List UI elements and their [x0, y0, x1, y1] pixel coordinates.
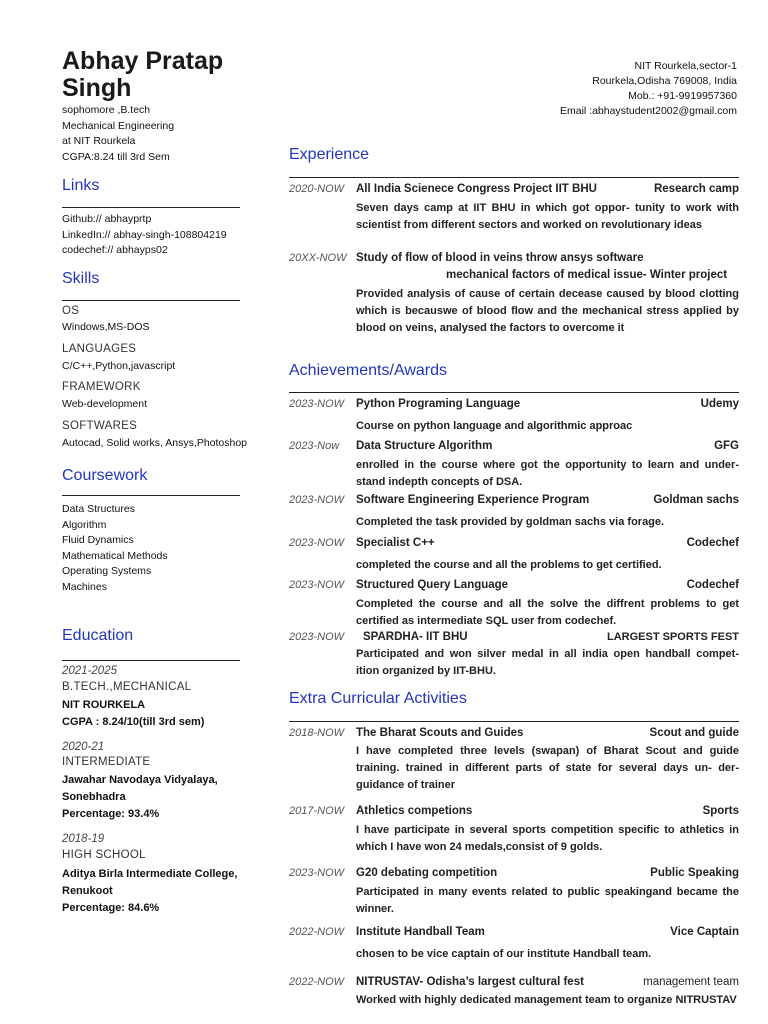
activity-entry — [289, 926, 739, 966]
skills-rule — [62, 300, 240, 301]
address-line-2: Rourkela,Odisha 769008, India — [592, 75, 737, 87]
candidate-name — [62, 48, 223, 102]
education-level: HIGH SCHOOL — [62, 849, 146, 861]
education-line: Percentage: 93.4% — [62, 808, 160, 820]
achievement-entry — [289, 631, 739, 681]
education-date: 2018-19 — [62, 833, 105, 845]
entry-tag: management team — [643, 976, 739, 988]
course-item: Data Structures — [62, 503, 135, 515]
skill-value: C/C++,Python,javascript — [62, 360, 176, 372]
entry-body: Provided analysis of cause of certain decease caused by blood clotting which is becauswe of blood flow and the mechanical stress applied by blood on veins, analysed the factors to overcome it — [356, 288, 739, 334]
entry-title: The Bharat Scouts and Guides — [356, 727, 524, 739]
phone: Mob.: +91-9919957360 — [628, 90, 737, 102]
entry-tag: GFG — [714, 440, 739, 452]
links-rule — [62, 207, 240, 208]
name-line-1: Abhay Pratap — [62, 47, 224, 75]
extra-heading: Extra Curricular Activities — [289, 690, 467, 707]
candidate-info — [62, 103, 174, 165]
entry-tag: Research camp — [653, 183, 739, 195]
achievement-entry — [289, 579, 739, 631]
education-details — [62, 866, 237, 917]
skill-label: LANGUAGES — [62, 343, 137, 355]
extra-rule — [289, 721, 739, 722]
entry-title: SPARDHA- IIT BHU — [363, 631, 468, 643]
entry-subtitle: mechanical factors of medical issue- Winter project — [446, 269, 728, 281]
experience-entry — [289, 252, 739, 338]
entry-title: Data Structure Algorithm — [356, 440, 493, 452]
entry-body: Worked with highly dedicated management team to organize NITRUSTAV — [356, 994, 737, 1006]
achievements-heading: Achievements/Awards — [289, 362, 447, 379]
entry-body: enrolled in the course where got the opportunity to learn and under- stand indepth concepts of DSA. — [356, 459, 739, 488]
entry-title: G20 debating competition — [356, 867, 498, 879]
entry-date: 2023-NOW — [289, 537, 345, 549]
entry-tag: Codechef — [686, 537, 739, 549]
skill-value: Web-development — [62, 398, 148, 410]
entry-title: Specialist C++ — [356, 537, 435, 549]
entry-body: Seven days camp at IIT BHU in which got oppor- tunity to work with scientist from different sectors and worked on revolutionary ideas — [356, 202, 739, 231]
education-line: Jawahar Navodaya Vidyalaya, — [62, 774, 218, 786]
skill-value: Autocad, Solid works, Ansys,Photoshop — [62, 437, 248, 449]
name-line-2: Singh — [62, 74, 132, 102]
course-item: Mathematical Methods — [62, 549, 168, 562]
entry-date: 2023-Now — [289, 440, 340, 452]
info-line: at NIT Rourkela — [62, 135, 136, 147]
info-line: CGPA:8.24 till 3rd Sem — [62, 150, 170, 163]
education-line: NIT ROURKELA — [62, 699, 146, 711]
coursework-list — [62, 502, 168, 595]
education-level: B.TECH.,MECHANICAL — [62, 681, 192, 693]
email[interactable]: Email :abhaystudent2002@gmail.com — [559, 105, 737, 117]
activity-entry — [289, 727, 739, 797]
entry-date: 2023-NOW — [289, 579, 345, 591]
entry-body: completed the course and all the problems to get certified. — [356, 559, 662, 571]
achievements-rule — [289, 392, 739, 393]
education-level: INTERMEDIATE — [62, 756, 151, 768]
entry-tag: Vice Captain — [670, 926, 739, 938]
entry-body: Course on python language and algorithmic approac — [356, 420, 633, 432]
entry-tag: Public Speaking — [650, 867, 739, 879]
entry-date: 2018-NOW — [289, 727, 345, 739]
education-line: CGPA : 8.24/10(till 3rd sem) — [62, 716, 205, 728]
activity-entry — [289, 805, 739, 857]
experience-heading: Experience — [289, 146, 370, 163]
links-heading: Links — [62, 177, 100, 194]
entry-tag: LARGEST SPORTS FEST — [606, 631, 739, 643]
entry-date: 2023-NOW — [289, 631, 345, 643]
entry-date: 2023-NOW — [289, 398, 345, 410]
entry-tag: Codechef — [686, 579, 739, 591]
course-item: Algorithm — [62, 518, 107, 531]
achievement-entry — [289, 440, 739, 492]
entry-tag: Scout and guide — [649, 727, 739, 739]
entry-title: Structured Query Language — [356, 579, 509, 591]
achievement-entry — [289, 494, 739, 534]
entry-body: Completed the course and all the solve the diffrent problems to get certified as intermediate SQL user from codechef. — [356, 598, 739, 627]
github-link[interactable]: Github:// abhayprtp — [62, 213, 152, 225]
skills-heading: Skills — [62, 270, 100, 287]
entry-date: 2017-NOW — [289, 805, 345, 817]
education-heading: Education — [62, 627, 134, 644]
education-line: Aditya Birla Intermediate College, — [62, 868, 238, 880]
entry-title: Athletics competions — [356, 805, 473, 817]
experience-entry — [289, 183, 739, 235]
education-date: 2020-21 — [62, 741, 105, 753]
entry-date: 2020-NOW — [289, 183, 345, 195]
entry-title: Software Engineering Experience Program — [356, 494, 590, 506]
info-line: sophomore ,B.tech — [62, 104, 151, 116]
coursework-rule — [62, 495, 240, 496]
education-details — [62, 772, 218, 823]
entry-body: Completed the task provided by goldman sachs via forage. — [356, 516, 665, 528]
course-item: Machines — [62, 580, 107, 593]
codechef-link[interactable]: codechef:// abhayps02 — [62, 244, 168, 256]
contact-block — [560, 59, 737, 119]
education-line: Renukoot — [62, 885, 113, 897]
entry-body: Participated in many events related to public speakingand became the winner. — [356, 886, 739, 915]
education-line: Percentage: 84.6% — [62, 902, 160, 914]
links-list — [62, 212, 227, 259]
entry-title: Study of flow of blood in veins throw ansys software — [356, 252, 644, 264]
activity-entry — [289, 976, 739, 1022]
course-item: Fluid Dynamics — [62, 534, 134, 546]
skill-value: Windows,MS-DOS — [62, 321, 150, 333]
achievement-entry — [289, 398, 739, 438]
entry-title: Institute Handball Team — [356, 926, 485, 938]
entry-body: chosen to be vice captain of our institute Handball team. — [356, 948, 652, 960]
entry-title: All India Scienece Congress Project IIT BHU — [356, 183, 597, 195]
skill-label: FRAMEWORK — [62, 381, 141, 393]
entry-date: 2022-NOW — [289, 926, 345, 938]
entry-date: 20XX-NOW — [289, 252, 347, 264]
education-line: Sonebhadra — [62, 791, 126, 803]
education-rule — [62, 660, 240, 661]
activity-entry — [289, 867, 739, 919]
entry-body: I have participate in several sports competition specific to athletics in which I have won 24 medals,consist of 9 golds. — [356, 824, 739, 853]
entry-title: NITRUSTAV- Odisha’s largest cultural fest — [356, 976, 584, 988]
skill-label: OS — [62, 305, 80, 317]
entry-body: Participated and won silver medal in all india open handball compet- ition organized by IIT-BHU. — [356, 648, 739, 677]
entry-date: 2023-NOW — [289, 867, 345, 879]
entry-date: 2023-NOW — [289, 494, 345, 506]
entry-tag: Goldman sachs — [653, 494, 739, 506]
entry-tag: Udemy — [700, 398, 739, 410]
skill-label: SOFTWARES — [62, 420, 138, 432]
education-details — [62, 697, 204, 731]
linkedin-link[interactable]: LinkedIn:// abhay-singh-108804219 — [62, 228, 227, 241]
coursework-heading: Coursework — [62, 467, 148, 484]
experience-rule — [289, 177, 739, 178]
address-line-1: NIT Rourkela,sector-1 — [634, 60, 737, 72]
entry-tag: Sports — [702, 805, 739, 817]
entry-date: 2022-NOW — [289, 976, 345, 988]
education-date: 2021-2025 — [62, 665, 117, 677]
info-line: Mechanical Engineering — [62, 119, 175, 132]
entry-title: Python Programing Language — [356, 398, 521, 410]
course-item: Operating Systems — [62, 565, 152, 577]
achievement-entry — [289, 537, 739, 577]
entry-body: I have completed three levels (swapan) of Bharat Scout and guide training. trained in different parts of state for several days un- der-guidance of trainer — [356, 745, 739, 791]
